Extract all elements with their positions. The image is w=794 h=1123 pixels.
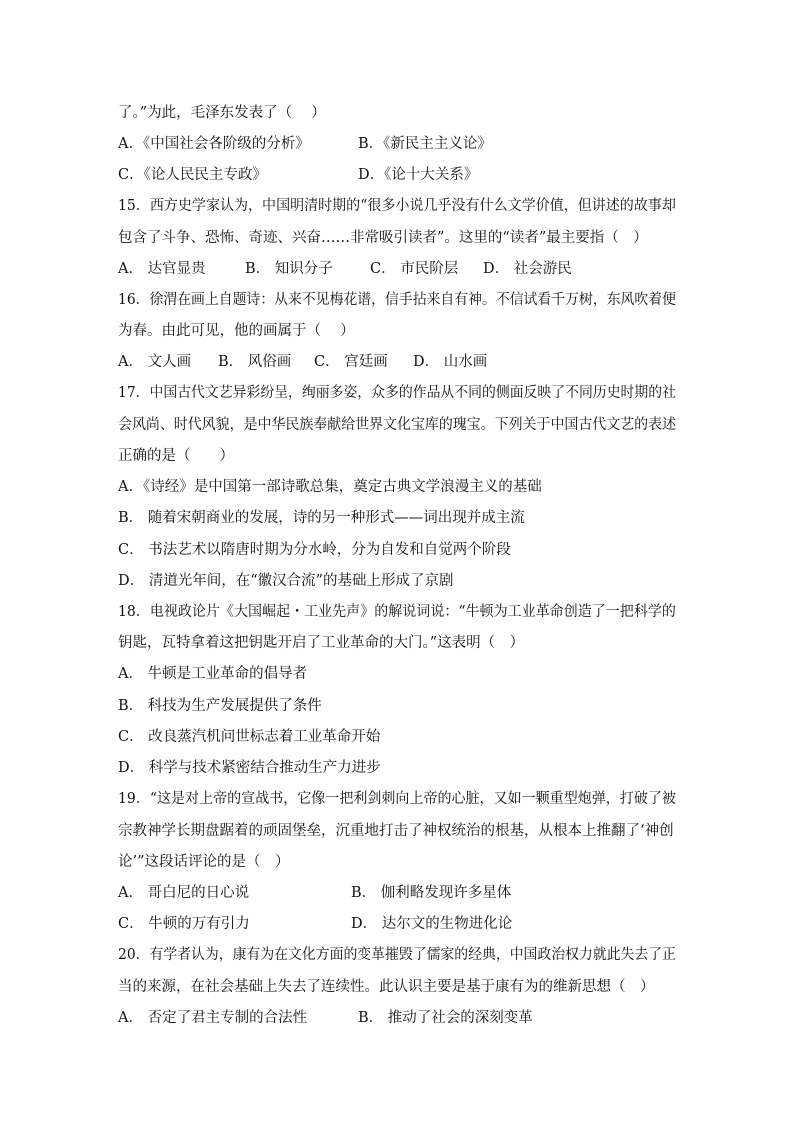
q20-option-a: A． 否定了君主专制的合法性 (118, 1010, 308, 1026)
q16-option-d: D． 山水画 (413, 354, 488, 370)
q17-stem-line-2: 会风尚、时代风貌，是中华民族奉献给世界文化宝库的瑰宝。下列关于中国古代文艺的表述 (118, 417, 677, 433)
q19-option-b: B． 伽利略发现许多星体 (351, 885, 512, 901)
q17-option-d: D． 清道光年间，在“徽汉合流”的基础上形成了京剧 (118, 573, 454, 589)
q19-option-a: A． 哥白尼的日心说 (118, 885, 250, 901)
q18-option-b: B． 科技为生产发展提供了条件 (118, 698, 322, 714)
q17-stem-line-3: 正确的是（ ） (118, 448, 234, 464)
q19-stem-line-3: 论’”这段话评论的是（ ） (118, 854, 290, 870)
q16-option-a: A． 文人画 (118, 354, 192, 370)
q18-stem-line-2: 钥匙，瓦特拿着这把钥匙开启了工业革命的大门。”这表明（ ） (118, 635, 525, 651)
q15-stem-line-2: 包含了斗争、恐怖、奇迹、兴奋……非常吸引读者”。这里的“读者”最主要指（ ） (118, 230, 648, 246)
q17-option-a: A．《诗经》是中国第一部诗歌总集，奠定古典文学浪漫主义的基础 (118, 479, 542, 495)
q14-option-b: B．《新民主主义论》 (358, 136, 492, 152)
q14-option-c: C．《论人民民主专政》 (118, 167, 267, 183)
q14-option-d: D．《论十大关系》 (358, 167, 479, 183)
q16-option-c: C． 宫廷画 (314, 354, 388, 370)
q18-stem-line-1: 18．电视政论片《大国崛起・工业先声》的解说词说：“牛顿为工业革命创造了一把科学的 (118, 604, 676, 620)
q19-option-c: C． 牛顿的万有引力 (118, 916, 250, 932)
q20-stem-line-1: 20．有学者认为，康有为在文化方面的变革摧毁了儒家的经典，中国政治权力就此失去了正 (118, 947, 676, 963)
q15-option-a: A． 达官显贵 (118, 261, 206, 277)
q15-stem-line-1: 15．西方史学家认为，中国明清时期的“很多小说几乎没有什么文学价值，但讲述的故事却 (118, 198, 676, 214)
q15-option-c: C． 市民阶层 (370, 261, 459, 277)
q15-option-b: B． 知识分子 (245, 261, 333, 277)
q18-option-d: D． 科学与技术紧密结合推动生产力进步 (118, 760, 381, 776)
q19-stem-line-1: 19．“这是对上帝的宣战书，它像一把利剑刺向上帝的心脏，又如一颗重型炮弹，打破了被 (118, 791, 676, 807)
q20-stem-line-2: 当的来源，在社会基础上失去了连续性。此认识主要是基于康有为的维新思想（ ） (118, 979, 655, 995)
q15-option-d: D． 社会游民 (483, 261, 572, 277)
q16-stem-line-1: 16．徐渭在画上自题诗：从来不见梅花谱，信手拈来自有神。不信试看千万树，东风吹着便 (118, 292, 676, 308)
q16-option-b: B． 风俗画 (218, 354, 292, 370)
q18-option-c: C． 改良蒸汽机问世标志着工业革命开始 (118, 729, 381, 745)
q17-option-b: B． 随着宋朝商业的发展，诗的另一种形式——词出现并成主流 (118, 510, 525, 526)
q19-option-d: D． 达尔文的生物进化论 (351, 916, 513, 932)
q18-option-a: A． 牛顿是工业革命的倡导者 (118, 666, 308, 682)
q20-option-b: B． 推动了社会的深刻变革 (358, 1010, 533, 1026)
q14-option-a: A．《中国社会各阶级的分析》 (118, 136, 310, 152)
q19-stem-line-2: 宗教神学长期盘踞着的顽固堡垒，沉重地打击了神权统治的根基，从根本上推翻了‘神创 (118, 823, 674, 839)
q17-stem-line-1: 17．中国古代文艺异彩纷呈，绚丽多姿，众多的作品从不同的侧面反映了不同历史时期的社 (118, 385, 676, 401)
q17-option-c: C． 书法艺术以隋唐时期为分水岭，分为自发和自觉两个阶段 (118, 542, 511, 558)
q16-stem-line-2: 为春。由此可见，他的画属于（ ） (118, 323, 355, 339)
q14-tail: 了。”为此，毛泽东发表了（ ） (118, 105, 326, 121)
